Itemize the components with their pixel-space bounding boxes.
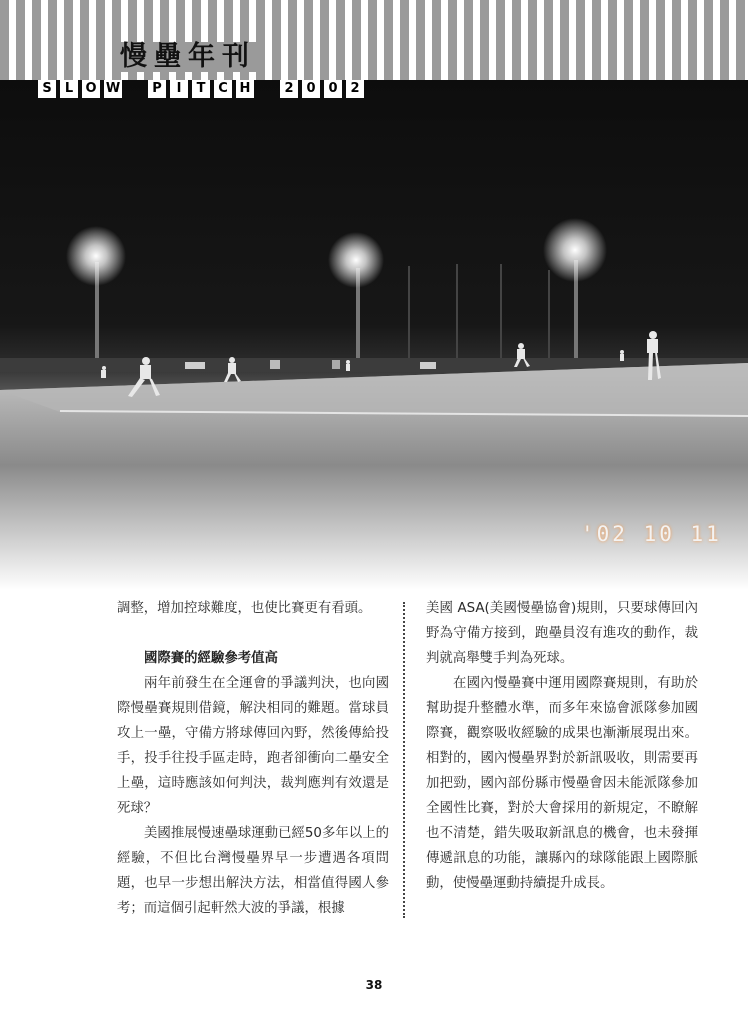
badge-letter: 0 [324, 80, 342, 98]
section-heading: 國際賽的經驗參考值高 [144, 651, 278, 666]
badge-letter: C [214, 80, 232, 98]
badge-letter: S [38, 80, 56, 98]
badge-letter: H [236, 80, 254, 98]
slow-pitch-2002-badges [38, 80, 368, 98]
badge-letter: T [192, 80, 210, 98]
photo-date-stamp: '02 10 11 [581, 522, 722, 546]
paragraph: 調整，增加控球難度，也使比賽更有看頭。 [117, 601, 372, 616]
paragraph: 在國內慢壘賽中運用國際賽規則，有助於幫助提升整體水準，而多年來協會派隊參加國際賽，觀察吸收經驗的成果也漸漸展現出來。相對的，國內慢壘界對於新訊吸收，則需要再加把勁，國內部份縣市慢壘會因未能派隊參加全國性比賽，對於大會採用的新規定，不瞭解也不清楚，錯失吸取新訊息的機會，也未發揮傳遞訊息的功能，讓縣內的球隊能跟上國際脈動，使慢壘運動持續提升成長。 [426, 676, 698, 891]
striped-header-band [0, 0, 748, 81]
page-number: 38 [365, 978, 383, 992]
badge-letter: 0 [302, 80, 320, 98]
badge-letter: W [105, 81, 121, 96]
badge-letter: O [82, 80, 100, 98]
badge-letter: 2 [346, 80, 364, 98]
left-text-column [117, 596, 389, 921]
badge-letter: 2 [280, 80, 298, 98]
paragraph: 美國推展慢速壘球運動已經50多年以上的經驗，不但比台灣慢壘界早一步遭遇各項問題，也早一步想出解決方法，相當值得國人參考；而這個引起軒然大波的爭議，根據 [117, 826, 389, 916]
badge-letter: L [60, 80, 78, 98]
right-text-column [426, 596, 698, 896]
magazine-title: 慢壘年刊 [116, 42, 260, 72]
badge-spacer [126, 80, 144, 98]
night-softball-photo [0, 80, 748, 590]
badge-letter: P [148, 80, 166, 98]
badge-letter: I [170, 80, 188, 98]
paragraph: 美國 ASA(美國慢壘協會)規則，只要球傳回內野為守備方接到，跑壘員沒有進攻的動作，裁判就高舉雙手判為死球。 [426, 601, 698, 666]
column-divider [403, 602, 405, 918]
paragraph: 兩年前發生在全運會的爭議判決，也向國際慢壘賽規則借鏡，解決相同的難題。當球員攻上一壘，守備方將球傳回內野，然後傳給投手，投手往投手區走時，跑者卻衝向二壘安全上壘，這時應該如何判決，裁判應判有效還是死球？ [117, 676, 389, 816]
badge-spacer [258, 80, 276, 98]
